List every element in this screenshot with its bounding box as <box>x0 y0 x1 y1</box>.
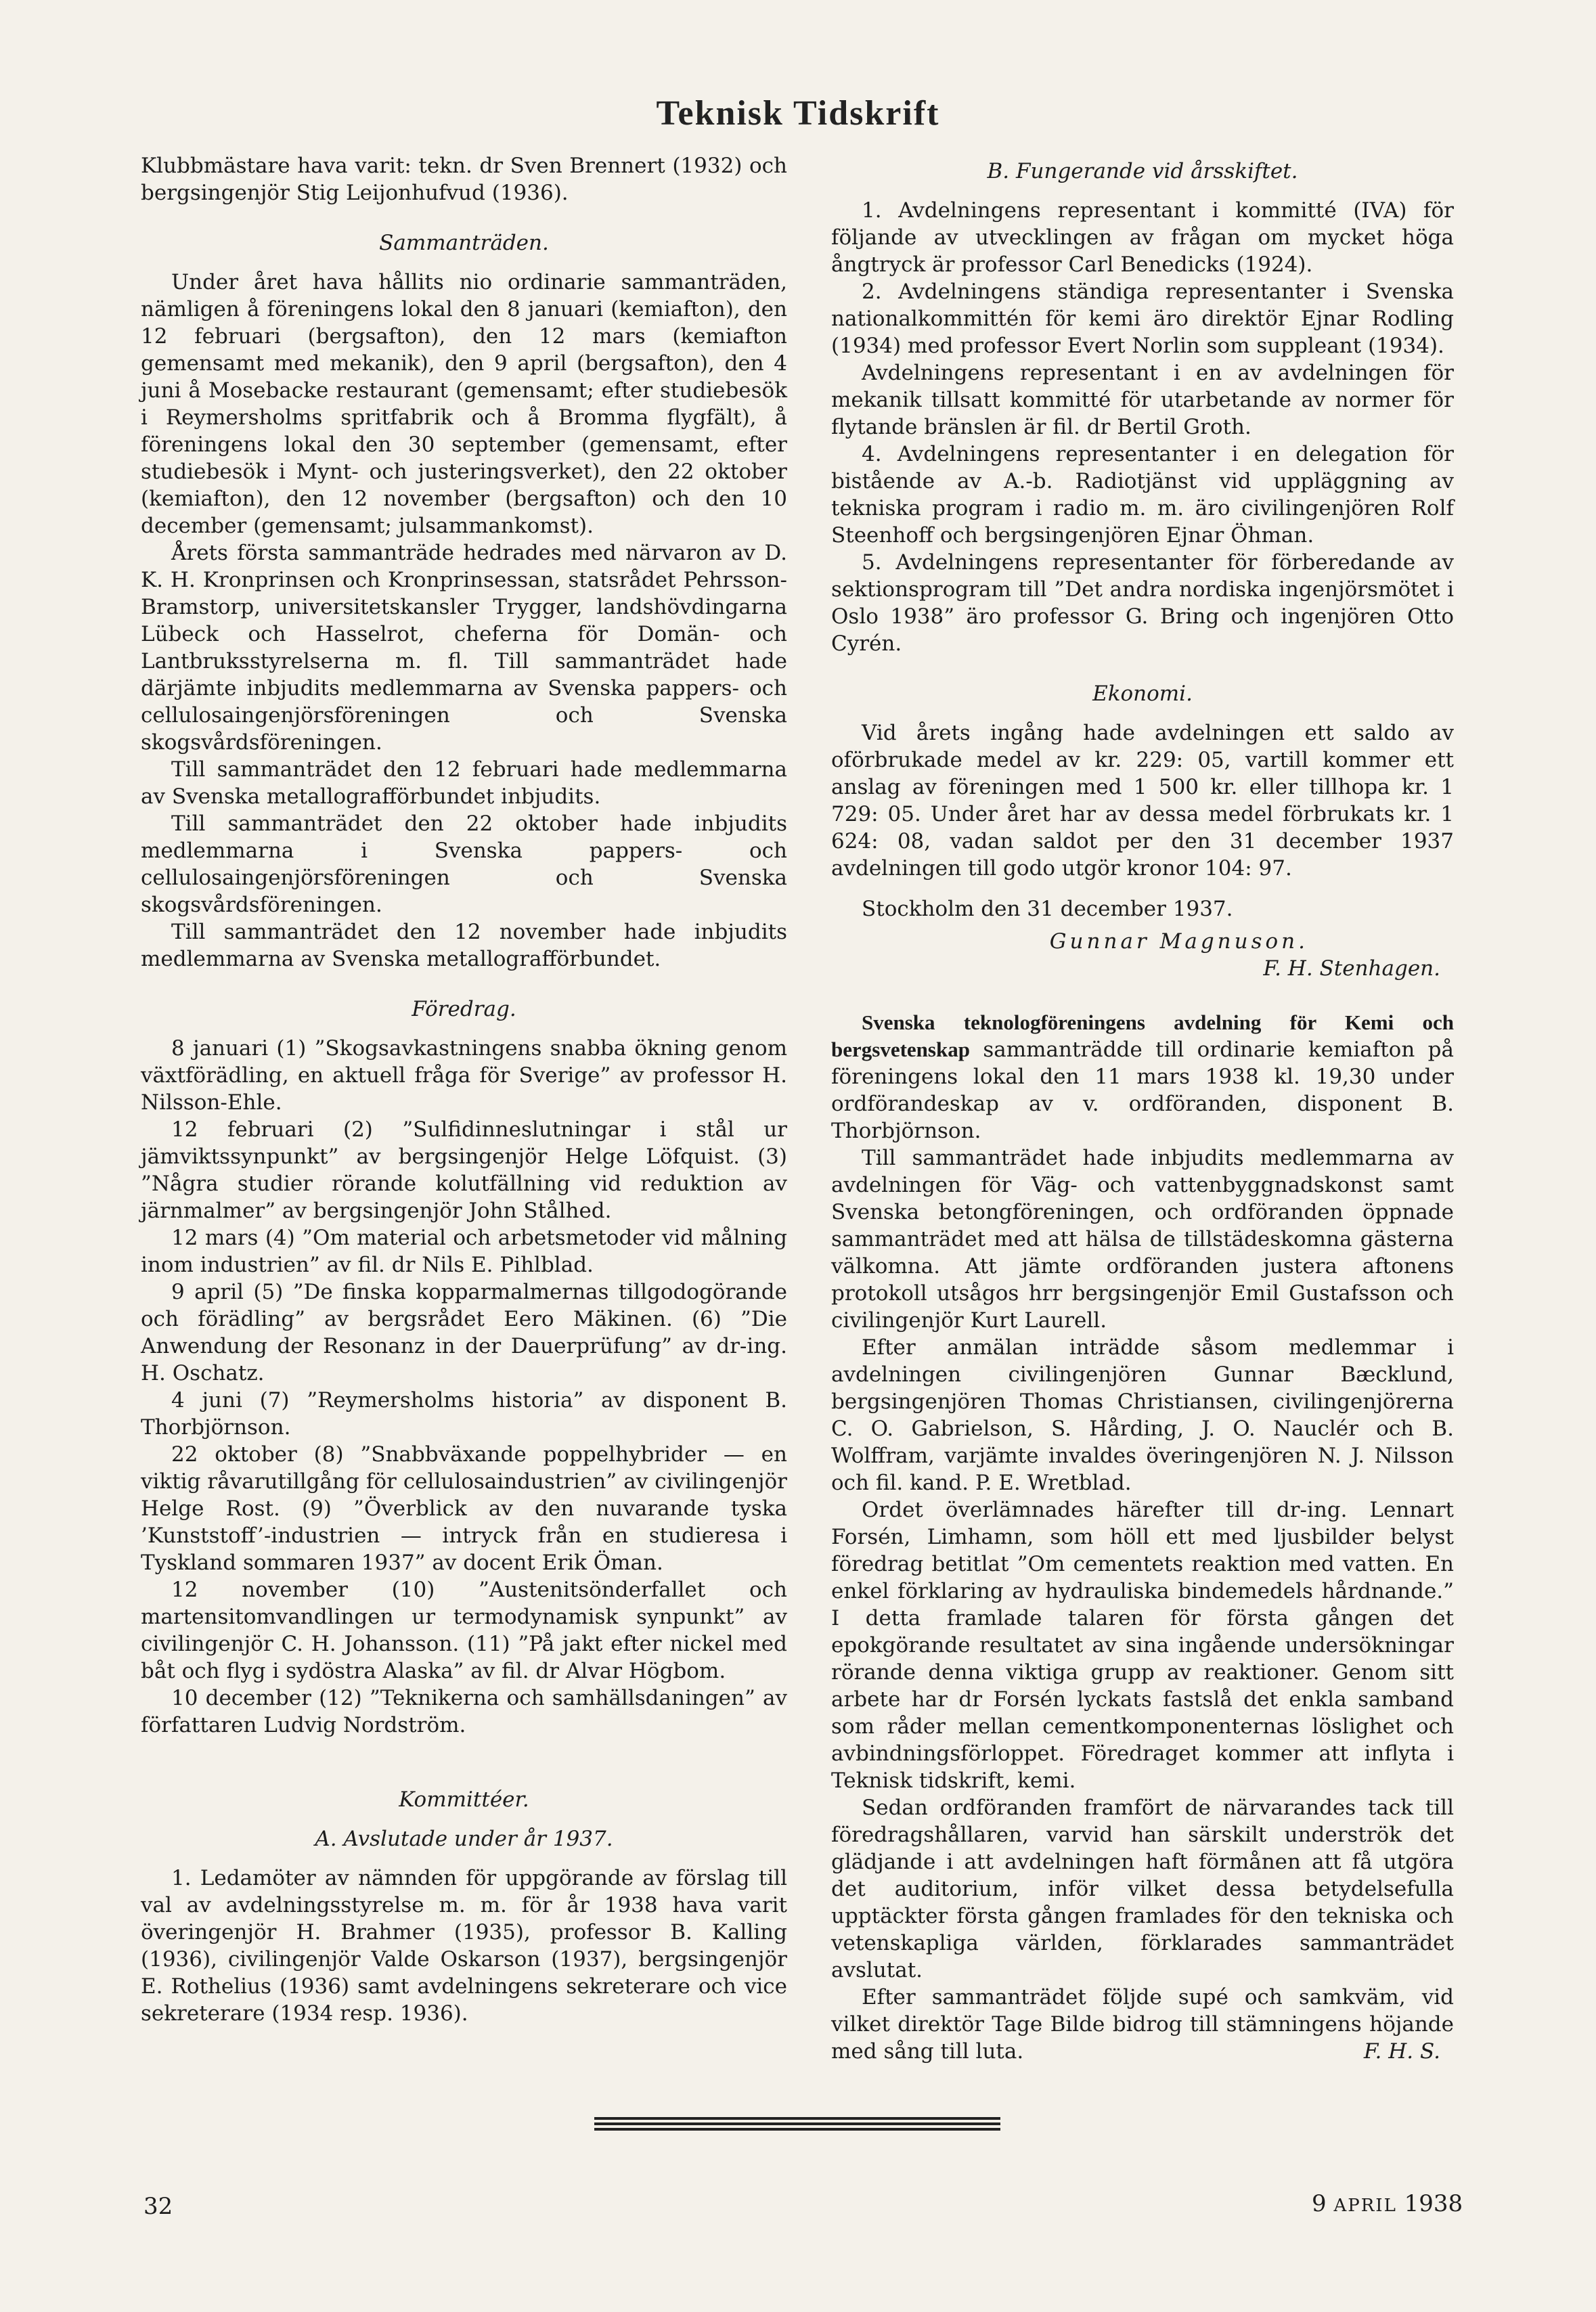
paragraph-foredrag-6: 22 oktober (8) ”Snabbväxande poppelhybrider — en viktig råvarutillgång för cellulosaindustrien” av civilingenjör Helge Rost. (9) ”Överblick av den nuvarande tyska ’Kunststoff’-industrien — intryck från en studieresa i Tyskland sommaren 1937” av docent Erik Öman. <box>141 1442 787 1575</box>
signature-magnuson: Gunnar Magnuson. <box>1049 929 1308 954</box>
heading-sammantraden: Sammanträden. <box>379 231 549 255</box>
organisation-name: Svenska teknologföreningens avdelning för Kemi och bergsvetenskap <box>831 1010 1454 1061</box>
page-number: 32 <box>143 2193 173 2220</box>
paragraph-foredrag-1: 8 januari (1) ”Skogsavkastningens snabba ökning genom växtförädling, en aktuell fråga för Sverige” av professor H. Nilsson-Ehle. <box>141 1036 787 1115</box>
paragraph-sammantraden-5: Till sammanträdet den 12 november hade inbjudits medlemmarna av Svenska metallografförbundet. <box>141 920 787 971</box>
divider-rule <box>594 2128 1000 2131</box>
paragraph-foredrag-4: 9 april (5) ”De finska kopparmalmernas tillgodogörande och förädling” av bergsrådet Eero Mäkinen. (6) ”Die Anwendung der Resonanz in der Dauerprüfung” av dr-ing. H. Oschatz. <box>141 1280 787 1385</box>
paragraph-sammantraden-1: Under året hava hållits nio ordinarie sammanträden, nämligen å föreningens lokal den 8 januari (kemiafton), den 12 februari (bergsafton), den 12 mars (kemiafton gemensamt med mekanik), den 9 april (bergsafton), den 4 juni å Mosebacke restaurant (gemensamt; efter studiebesök i Reymersholms spritfabrik och å Bromma flygfält), å föreningens lokal den 30 september (gemensamt, efter studiebesök i Mynt- och justeringsverket), den 22 oktober (kemiafton), den 12 november (bergsafton) och den 10 december (gemensamt; julsammankomst). <box>141 270 787 538</box>
heading-ekonomi: Ekonomi. <box>1092 682 1193 706</box>
paragraph-ekonomi: Vid årets ingång hade avdelningen ett saldo av oförbrukade medel av kr. 229: 05, vartill kommer ett anslag av föreningen med 1 500 kr. eller tillhopa kr. 1 729: 05. Under året har av dessa medel förbrukats kr. 1 624: 08, vadan saldot per den 31 december 1937 avdelningen till godo utgör kronor 104: 97. <box>831 721 1454 881</box>
heading-kommitteer: Kommittéer. <box>399 1787 529 1812</box>
issue-date <box>1312 2190 1463 2217</box>
meeting-closing-text: Efter sammanträdet följde supé och samkväm, vid vilket direktör Tage Bilde bidrog till stämningens höjande med sång till luta. <box>831 1985 1454 2064</box>
paragraph-foredrag-2: 12 februari (2) ”Sulfidinneslutningar i stål ur jämviktssynpunkt” av bergsingenjör Helge Löfquist. (3) ”Några studier rörande kolutfällning vid reduktion av järnmalmer” av bergsingenjör John Stålhed. <box>141 1117 787 1223</box>
paragraph-foredrag-5: 4 juni (7) ”Reymersholms historia” av disponent B. Thorbjörnson. <box>141 1388 787 1440</box>
left-column <box>141 152 787 2027</box>
paragraph-klubbmastare: Klubbmästare hava varit: tekn. dr Sven Brennert (1932) och bergsingenjör Stig Leijonhufvud (1936). <box>141 154 787 205</box>
masthead-title: Teknisk Tidskrift <box>656 94 940 133</box>
paragraph-fungerande-1: 1. Avdelningens representant i kommitté (IVA) för följande av utvecklingen av frågan om mycket höga ångtryck är professor Carl Benedicks (1924). <box>831 198 1454 277</box>
issue-year: 1938 <box>1404 2190 1463 2217</box>
paragraph-fungerande-5: 5. Avdelningens representanter för förberedande av sektionsprogram till ”Det andra nordiska ingenjörsmötet i Oslo 1938” äro professor G. Bring och ingenjören Otto Cyrén. <box>831 550 1454 656</box>
paragraph-kommitteer-1: 1. Ledamöter av nämnden för uppgörande av förslag till val av avdelningsstyrelse m. m. för år 1938 hava varit överingenjör H. Brahmer (1935), professor B. Kalling (1936), civilingenjör Valde Oskarson (1937), bergsingenjör E. Rothelius (1936) samt avdelningens sekreterare och vice sekreterare (1934 resp. 1936). <box>141 1866 787 2026</box>
paragraph-sammantraden-4: Till sammanträdet den 22 oktober hade inbjudits medlemmarna i Svenska pappers- och cellulosaingenjörsföreningen och Svenska skogsvårdsföreningen. <box>141 812 787 917</box>
right-column <box>831 152 1454 2065</box>
paragraph-meeting-2: Till sammanträdet hade inbjudits medlemmarna av avdelningen för Väg- och vattenbyggnadskonst samt Svenska betongföreningen, och ordföranden öppnade sammanträdet med att hälsa de tillstädeskomna gästerna välkomna. Att jämte ordföranden justera aftonens protokoll utsågos hrr bergsingenjör Emil Gustafsson och civilingenjör Kurt Laurell. <box>831 1146 1454 1333</box>
divider-rule <box>594 2117 1000 2120</box>
paragraph-meeting-6 <box>831 1984 1454 2065</box>
issue-day: 9 <box>1312 2190 1327 2217</box>
paragraph-place-date: Stockholm den 31 december 1937. <box>862 897 1233 921</box>
paragraph-fungerande-4: 4. Avdelningens representanter i en delegation för bistående av A.-b. Radiotjänst vid uppläggning av tekniska program i radio m. m. äro civilingenjören Rolf Steenhoff och bergsingenjören Ejnar Öhman. <box>831 442 1454 548</box>
issue-month: APRIL <box>1333 2196 1397 2216</box>
paragraph-sammantraden-3: Till sammanträdet den 12 februari hade medlemmarna av Svenska metallografförbundet inbjudits. <box>141 757 787 809</box>
heading-fungerande: B. Fungerande vid årsskiftet. <box>987 159 1298 183</box>
paragraph-meeting-4: Ordet överlämnades härefter till dr-ing. Lennart Forsén, Limhamn, som höll ett med ljusbilder belyst föredrag betitlat ”Om cementets reaktion med vatten. En enkel förklaring av hydrauliska bindemedels hårdnande.” I detta framlade talaren för första gången det epokgörande resultatet av sina ingående undersökningar rörande denna viktiga grupp av reaktioner. Genom sitt arbete har dr Forsén lyckats fastslå det enkla samband som råder mellan cementkomponenternas löslighet och avbindningsförloppet. Föredraget kommer att inflyta i Teknisk tidskrift, kemi. <box>831 1498 1454 1793</box>
paragraph-meeting-3: Efter anmälan inträdde såsom medlemmar i avdelningen civilingenjören Gunnar Bæcklund, bergsingenjören Thomas Christiansen, civilingenjörerna C. O. Gabrielson, S. Hårding, J. O. Nauclér och B. Wolffram, varjämte invaldes överingenjören N. J. Nilsson och fil. kand. P. E. Wretblad. <box>831 1335 1454 1495</box>
paragraph-foredrag-7: 12 november (10) ”Austenitsönderfallet och martensitomvandlingen ur termodynamisk synpunkt” av civilingenjör C. H. Johansson. (11) ”På jakt efter nickel med båt och flyg i sydöstra Alaska” av fil. dr Alvar Högbom. <box>141 1578 787 1683</box>
meeting-intro-text: sammanträdde till ordinarie kemiafton på föreningens lokal den 11 mars 1938 kl. 19,30 under ordförandeskap av v. ordföranden, disponent B. Thorbjörnson. <box>831 1038 1454 1143</box>
author-initials: F. H. S. <box>1363 2039 1440 2064</box>
signature-stenhagen: F. H. Stenhagen. <box>1263 956 1440 981</box>
paragraph-foredrag-3: 12 mars (4) ”Om material och arbetsmetoder vid målning inom industrien” av fil. dr Nils E. Pihlblad. <box>141 1226 787 1277</box>
paragraph-sammantraden-2: Årets första sammanträde hedrades med närvaron av D. K. H. Kronprinsen och Kronprinsessan, statsrådet Pehrsson-Bramstorp, universitetskansler Trygger, landshövdingarna Lübeck och Hasselrot, cheferna för Domän- och Lantbruksstyrelserna m. fl. Till sammanträdet hade därjämte inbjudits medlemmarna av Svenska pappers- och cellulosaingenjörsföreningen och Svenska skogsvårdsföreningen. <box>141 541 787 755</box>
heading-avslutade: A. Avslutade under år 1937. <box>315 1827 613 1851</box>
paragraph-foredrag-8: 10 december (12) ”Teknikerna och samhällsdaningen” av författaren Ludvig Nordström. <box>141 1686 787 1737</box>
paragraph-meeting-5: Sedan ordföranden framfört de närvarandes tack till föredragshållaren, varvid han särskilt underströk det glädjande i att avdelningen haft förmånen att få utgöra det auditorium, inför vilket dessa betydelsefulla upptäckter första gången framlades för den tekniska och vetenskapliga världen, förklarades sammanträdet avslutat. <box>831 1796 1454 1982</box>
paragraph-meeting-intro <box>831 1009 1454 1144</box>
paragraph-fungerande-2: 2. Avdelningens ständiga representanter i Svenska nationalkommittén för kemi äro direktör Ejnar Rodling (1934) med professor Evert Norlin som suppleant (1934). <box>831 280 1454 358</box>
paragraph-fungerande-3: Avdelningens representant i en av avdelningen för mekanik tillsatt kommitté för utarbetande av normer för flytande bränslen är fil. dr Bertil Groth. <box>831 361 1454 439</box>
divider-rule <box>594 2122 1000 2125</box>
heading-foredrag: Föredrag. <box>412 997 516 1021</box>
